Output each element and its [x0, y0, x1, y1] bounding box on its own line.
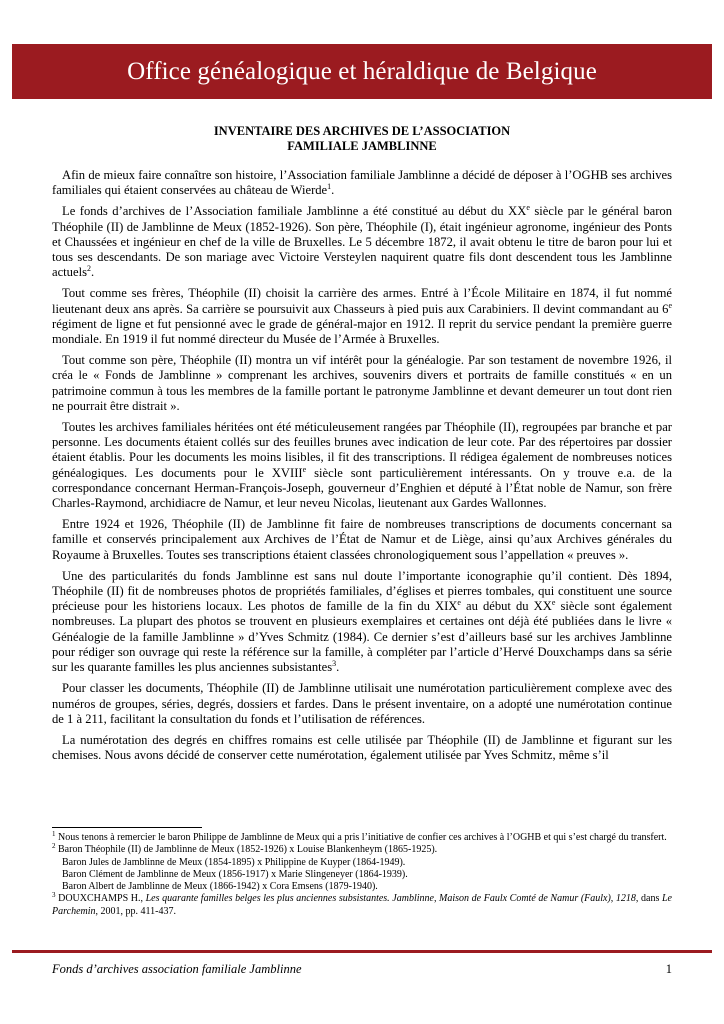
- paragraph-5: Toutes les archives familiales héritées ont été méticuleusement rangées par Théophile (II), regroupées par branche et par personne. Les documents étaient collés sur des feuilles brunes avec indication de leur cote. Par des répertoires par dossier étaient établis. Pour les documents les moins lisibles, il fit des transcriptions. Il rédigea également de nombreuses notices généalogiques. Les documents pour le XVIIIe siècle sont particulièrement intéressants. On y trouve e.a. de la correspondance concernant Herman-François-Joseph, gouverneur d’Enghien et député à l’État noble de Namur, son frère Charles-Raymond, archidiacre de Namur, et leur neveu Nicolas, lieutenant aux Gardes Wallonnes.: [52, 420, 673, 511]
- footnotes: [52, 832, 672, 918]
- footnote-2: $^2$ Baron Théophile (II) de Jamblinne de Meux (1852-1926) x Louise Blankenheym (1865-1925).: [52, 842, 438, 856]
- paragraph-4: Tout comme son père, Théophile (II) montra un vif intérêt pour la généalogie. Par son testament de novembre 1926, il créa le « Fonds de Jamblinne » comprenant les archives, souvenirs divers et portraits de famille constitués « en un patrimoine commun à tous les membres de la famille portant le patronyme Jamblinne et devant demeurer un tout dont rien ne pourrait être distrait ».: [52, 353, 672, 413]
- document-title-line-1: INVENTAIRE DES ARCHIVES DE L’ASSOCIATION: [213, 124, 511, 138]
- footer-title: Fonds d’archives association familiale Jamblinne: [52, 962, 302, 976]
- footnote-separator: [52, 827, 202, 828]
- paragraph-8: Pour classer les documents, Théophile (II) de Jamblinne utilisait une numérotation particulièrement complexe avec des numéros de groupes, séries, degrés, dossiers et fardes. Dans le présent inventaire, on a adopté une numérotation continue de 1 à 211, facilitant la consultation du fonds et l’utilisation de références.: [52, 681, 672, 726]
- paragraph-6: Entre 1924 et 1926, Théophile (II) de Jamblinne fit faire de nombreuses transcriptions de documents concernant sa famille et conservés principalement aux Archives de l’État de Namur et de Liège, ainsi qu’aux Archives générales du Royaume à Bruxelles. Toutes ses transcriptions étaient classées chronologiquement sous l’appellation « preuves ».: [52, 517, 672, 562]
- footnote-ref-2[interactable]: 2: [86, 264, 91, 274]
- footnote-2-line: Baron Clément de Jamblinne de Meux (1856-1917) x Marie Slingeneyer (1864-1939).: [62, 868, 408, 880]
- page-number: 1: [665, 962, 672, 976]
- footer-rule: [12, 950, 712, 953]
- footnote-2-line: Baron Albert de Jamblinne de Meux (1866-1942) x Cora Emsens (1879-1940).: [62, 881, 378, 893]
- footnote-2-line: Baron Jules de Jamblinne de Meux (1854-1895) x Philippine de Kuyper (1864-1949).: [62, 856, 406, 868]
- paragraph-9: La numérotation des degrés en chiffres romains est celle utilisée par Théophile (II) de Jamblinne et figurant sur les chemises. Nous avons décidé de conserver cette numérotation, également utilisée par Yves Schmitz, même s’il: [52, 732, 672, 763]
- footnote-1: $^1$ Nous tenons à remercier le baron Philippe de Jamblinne de Meux qui a pris l’initiative de confier ces archives à l’OGHB et qui s’est chargé du transfert.: [52, 830, 667, 843]
- header-title: Office généalogique et héraldique de Belgique: [127, 57, 597, 85]
- document-title-line-2: FAMILIALE JAMBLINNE: [287, 139, 437, 153]
- document-title: [52, 124, 672, 154]
- paragraph-2: Le fonds d’archives de l’Association familiale Jamblinne a été constitué au début du XXe siècle par le général baron Théophile (II) de Jamblinne de Meux (1852-1926). Son père, Théophile (I), était ingénieur agronome, ingénieur des Ponts et Chaussées et ingénieur en chef de la ville de Bruxelles. Le 5 décembre 1872, il avait obtenu le titre de baron pour lui et tous ses descendants. De son mariage avec Victoire Versteylen naquirent quatre fils dont descendent tous les Jamblinne actuels$^2$.: [52, 203, 672, 280]
- document-body: [52, 168, 672, 769]
- paragraph-3: Tout comme ses frères, Théophile (II) choisit la carrière des armes. Entré à l’École Militaire en 1874, il fut nommé lieutenant deux ans après. Sa carrière se poursuivit aux Chasseurs à pied puis aux Carabiniers. Il devint commandant au 6e régiment de ligne et fut pensionné avec le grade de général-major en 1912. Il reprit du service pendant la première guerre mondiale. En 1919 il fut nommé directeur du Musée de l’Armée à Bruxelles.: [52, 286, 672, 347]
- footnote-3: $^3$ DOUXCHAMPS H., Les quarante familles belges les plus anciennes subsistantes. Jamblinne, Maison de Faulx Comté de Namur (Faulx), 1218, dans Le Parchemin, 2001, pp. 411-437.: [52, 891, 672, 917]
- footnote-ref-1[interactable]: 1: [327, 182, 332, 192]
- paragraph-1: Afin de mieux faire connaître son histoire, l’Association familiale Jamblinne a décidé de déposer à l’OGHB ses archives familiales qui étaient conservées au château de Wierde$^1$.: [52, 168, 672, 198]
- paragraph-7: Une des particularités du fonds Jamblinne est sans nul doute l’importante iconographie qu’il contient. Dès 1894, Théophile (II) fit de nombreuses photos de propriétés familiales, d’églises et pierres tombales, qui constituent une source précieuse pour les historiens locaux. Les photos de famille de la fin du XIXe au début du XXe siècle sont également nombreuses. La plupart des photos se trouvent en plusieurs exemplaires et certaines ont déjà été publiées dans le livre « Généalogie de la famille Jamblinne » d’Yves Schmitz (1984). Ce dernier s’est d’ailleurs basé sur les archives Jamblinne pour rédiger son ouvrage qui reste la référence sur la famille, à compléter par l’article d’Hervé Douxchamps dans sa série sur les quarante familles les plus anciennes subsistantes$^3$.: [52, 568, 672, 675]
- header-banner: [12, 44, 712, 99]
- footnote-ref-3[interactable]: 3: [332, 659, 337, 669]
